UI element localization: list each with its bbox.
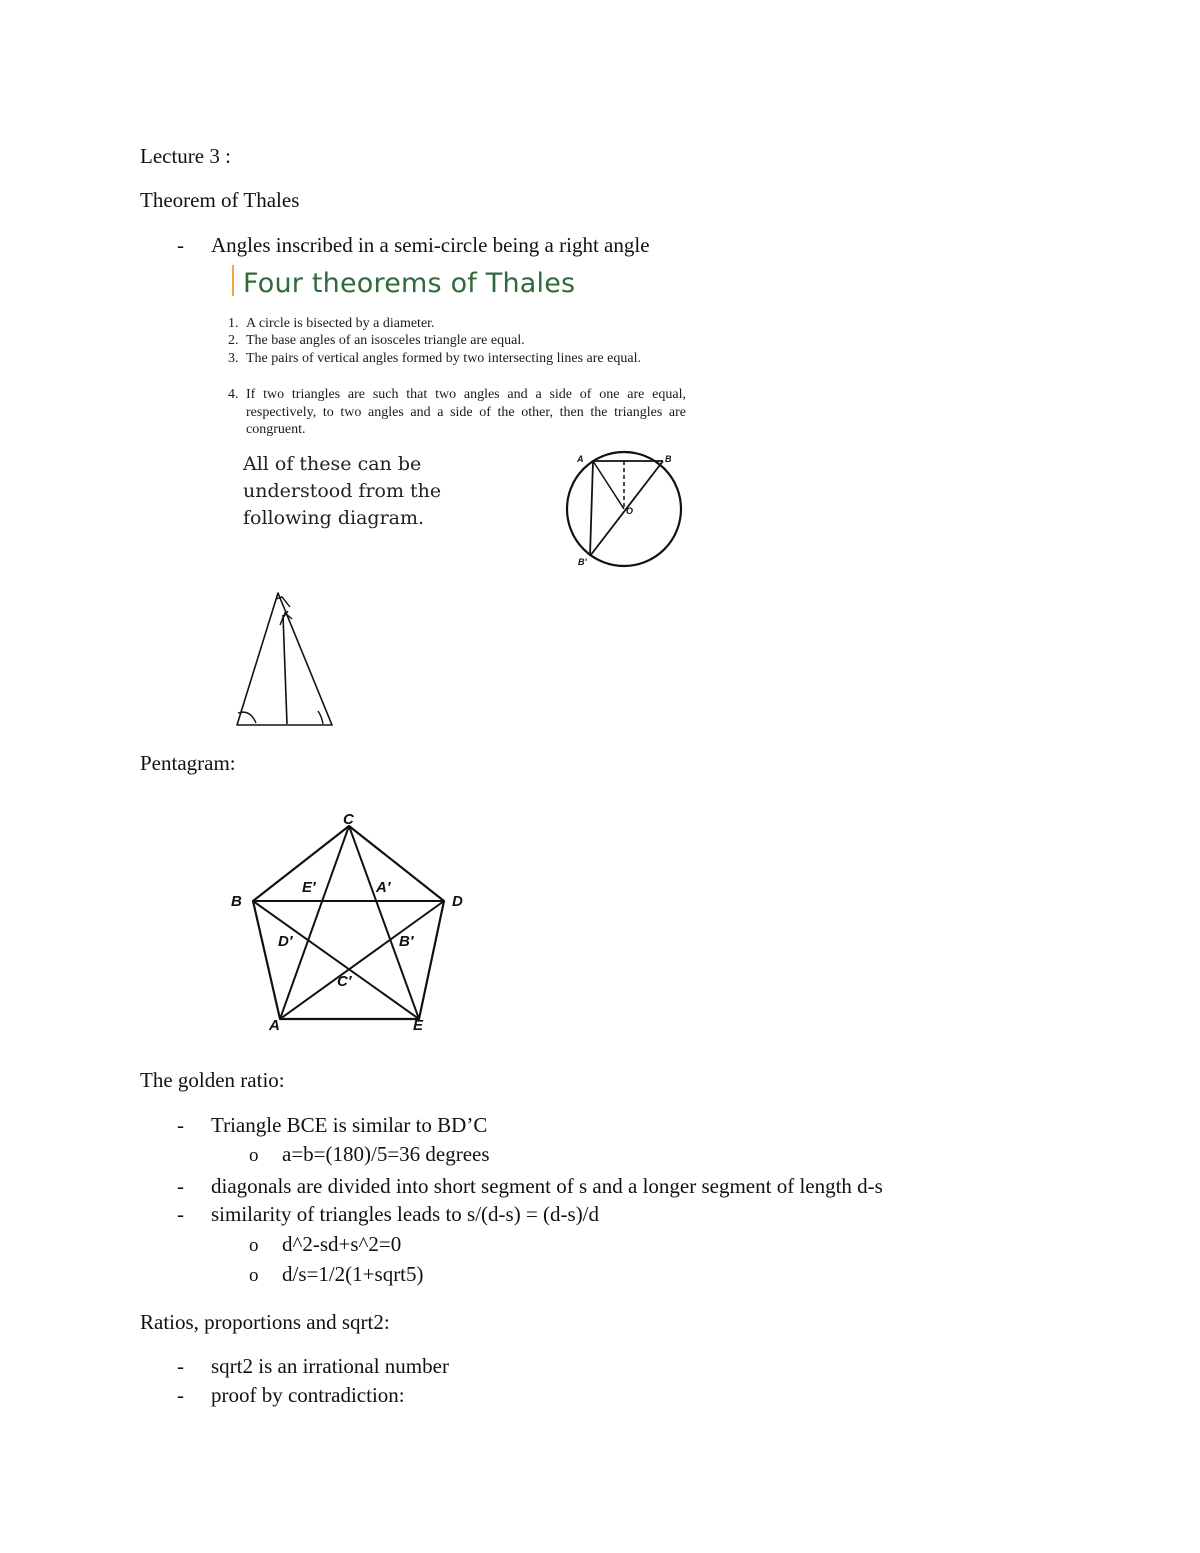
label-b: B	[665, 454, 672, 464]
vertex-label-c: C	[343, 811, 354, 828]
vertex-label-b: B	[231, 893, 242, 910]
bullet-dash: -	[177, 233, 184, 257]
diagonal-ca	[280, 826, 349, 1019]
radius-ao	[593, 461, 624, 509]
diagonal-da	[280, 901, 444, 1019]
ratios-bullet-irrational: sqrt2 is an irrational number	[211, 1354, 449, 1378]
lecture-heading: Lecture 3 :	[140, 144, 231, 168]
figure-accent-bar	[232, 265, 234, 296]
sub-bullet-marker: o	[249, 1145, 259, 1166]
theorem-number: 1.	[228, 316, 239, 331]
pentagram-diagram	[215, 808, 485, 1040]
label-a: A	[577, 454, 584, 464]
figure-note	[243, 451, 441, 532]
theorem-text: The base angles of an isosceles triangle are equal.	[246, 333, 525, 348]
figure-thales-title: Four theorems of Thales	[243, 268, 576, 299]
theorem-item	[228, 332, 688, 350]
section-title-ratios: Ratios, proportions and sqrt2:	[140, 1310, 390, 1334]
label-o: O	[626, 506, 634, 516]
golden-bullet-similar: Triangle BCE is similar to BD’C	[211, 1113, 488, 1137]
ratios-bullet-contradiction: proof by contradiction:	[211, 1383, 405, 1407]
section-title-pentagram: Pentagram:	[140, 751, 236, 775]
figure-note-line: understood from the	[243, 480, 442, 502]
sub-bullet-marker: o	[249, 1235, 259, 1256]
theorem-text: The pairs of vertical angles formed by two intersecting lines are equal.	[246, 351, 641, 366]
bullet-dash: -	[177, 1383, 184, 1407]
figure-note-line: All of these can be	[243, 453, 422, 475]
bullet-dash: -	[177, 1174, 184, 1198]
theorem-number: 3.	[228, 351, 239, 366]
vertex-label-d: D	[452, 893, 463, 910]
base-angle-right	[318, 711, 323, 724]
diagonal-be	[253, 901, 419, 1019]
golden-sub-quadratic: d^2-sd+s^2=0	[282, 1232, 402, 1256]
theorem-item	[228, 386, 688, 440]
inner-label-d-prime: D′	[278, 933, 293, 950]
golden-bullet-similarity: similarity of triangles leads to s/(d-s) = (d-s)/d	[211, 1202, 600, 1226]
theorem-item	[228, 315, 688, 333]
inner-label-b-prime: B′	[399, 933, 414, 950]
thales-circle-diagram	[560, 448, 690, 573]
altitude-line	[283, 615, 287, 724]
bullet-dash: -	[177, 1113, 184, 1137]
bullet-dash: -	[177, 1202, 184, 1226]
golden-sub-angles: a=b=(180)/5=36 degrees	[282, 1142, 490, 1166]
bullet-dash: -	[177, 1354, 184, 1378]
figure-note-line: following diagram.	[243, 507, 425, 529]
section-title-golden-ratio: The golden ratio:	[140, 1068, 285, 1092]
theorem-text: If two triangles are such that two angles and a side of one are equal, respectively, to two angles and a side of the other, then the triangles are congruent.	[246, 387, 686, 437]
bullet-semicircle: Angles inscribed in a semi-circle being a right angle	[211, 233, 650, 257]
isosceles-triangle-sketch	[230, 585, 340, 730]
inner-label-e-prime: E′	[302, 879, 316, 896]
theorem-number: 4.	[228, 387, 239, 402]
golden-sub-ratio: d/s=1/2(1+sqrt5)	[282, 1262, 424, 1286]
section-title-thales: Theorem of Thales	[140, 188, 300, 212]
chord-ab-prime	[590, 461, 593, 556]
theorem-item	[228, 350, 688, 386]
label-b-prime: B'	[578, 557, 587, 567]
vertex-label-a: A	[269, 1017, 280, 1034]
golden-bullet-diagonals: diagonals are divided into short segment of s and a longer segment of length d-s	[211, 1174, 883, 1198]
inner-label-a-prime: A′	[376, 879, 391, 896]
theorem-text: A circle is bisected by a diameter.	[246, 316, 435, 331]
theorem-number: 2.	[228, 333, 239, 348]
inner-label-c-prime: C′	[337, 973, 352, 990]
sub-bullet-marker: o	[249, 1265, 259, 1286]
vertex-label-e: E	[413, 1017, 424, 1034]
